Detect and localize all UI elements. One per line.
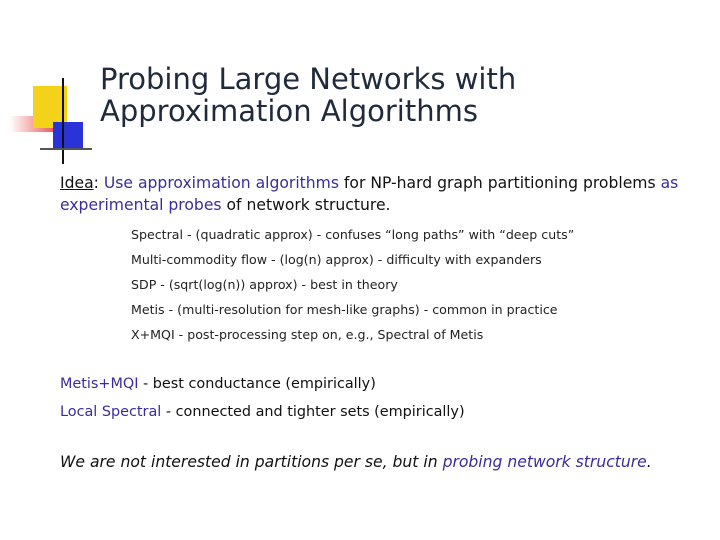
result-method-name: Metis+MQI xyxy=(60,376,139,392)
method-list xyxy=(131,222,574,347)
slide-title-line-1: Probing Large Networks with xyxy=(100,62,517,96)
result-method-name: Local Spectral xyxy=(60,404,162,420)
closing-statement xyxy=(60,451,652,473)
closing-suffix: . xyxy=(646,453,652,471)
method-list-item: X+MQI - post-processing step on, e.g., Spectral of Metis xyxy=(131,327,484,342)
idea-part-2: for NP-hard graph partitioning problems xyxy=(338,174,661,192)
method-list-item: Spectral - (quadratic approx) - confuses “long paths” with “deep cuts” xyxy=(131,227,575,242)
result-line-metis-mqi xyxy=(60,374,376,394)
closing-emphasis: probing network structure xyxy=(442,453,647,471)
result-description: - best conductance (empirically) xyxy=(138,376,376,392)
result-description: - connected and tighter sets (empirically) xyxy=(161,404,465,420)
decorative-horizontal-line xyxy=(40,148,92,150)
method-list-item: Multi-commodity flow - (log(n) approx) - difficulty with expanders xyxy=(131,252,542,267)
idea-part-4: of network structure. xyxy=(221,196,391,214)
idea-keyword: Idea xyxy=(60,174,94,192)
closing-prefix: We are not interested in partitions per se, but in xyxy=(60,453,443,471)
slide-title-line-2: Approximation Algorithms xyxy=(100,94,478,128)
decorative-blue-square xyxy=(53,122,83,150)
idea-part-3: as experimental probes xyxy=(60,174,679,214)
method-list-item: Metis - (multi-resolution for mesh-like graphs) - common in practice xyxy=(131,302,558,317)
idea-part-1: Use approximation algorithms xyxy=(98,174,339,192)
result-line-local-spectral xyxy=(60,402,465,422)
decorative-vertical-line xyxy=(62,78,64,164)
idea-paragraph xyxy=(60,172,710,216)
slide-title xyxy=(100,63,516,127)
idea-colon: : xyxy=(93,174,99,192)
method-list-item: SDP - (sqrt(log(n)) approx) - best in theory xyxy=(131,277,398,292)
